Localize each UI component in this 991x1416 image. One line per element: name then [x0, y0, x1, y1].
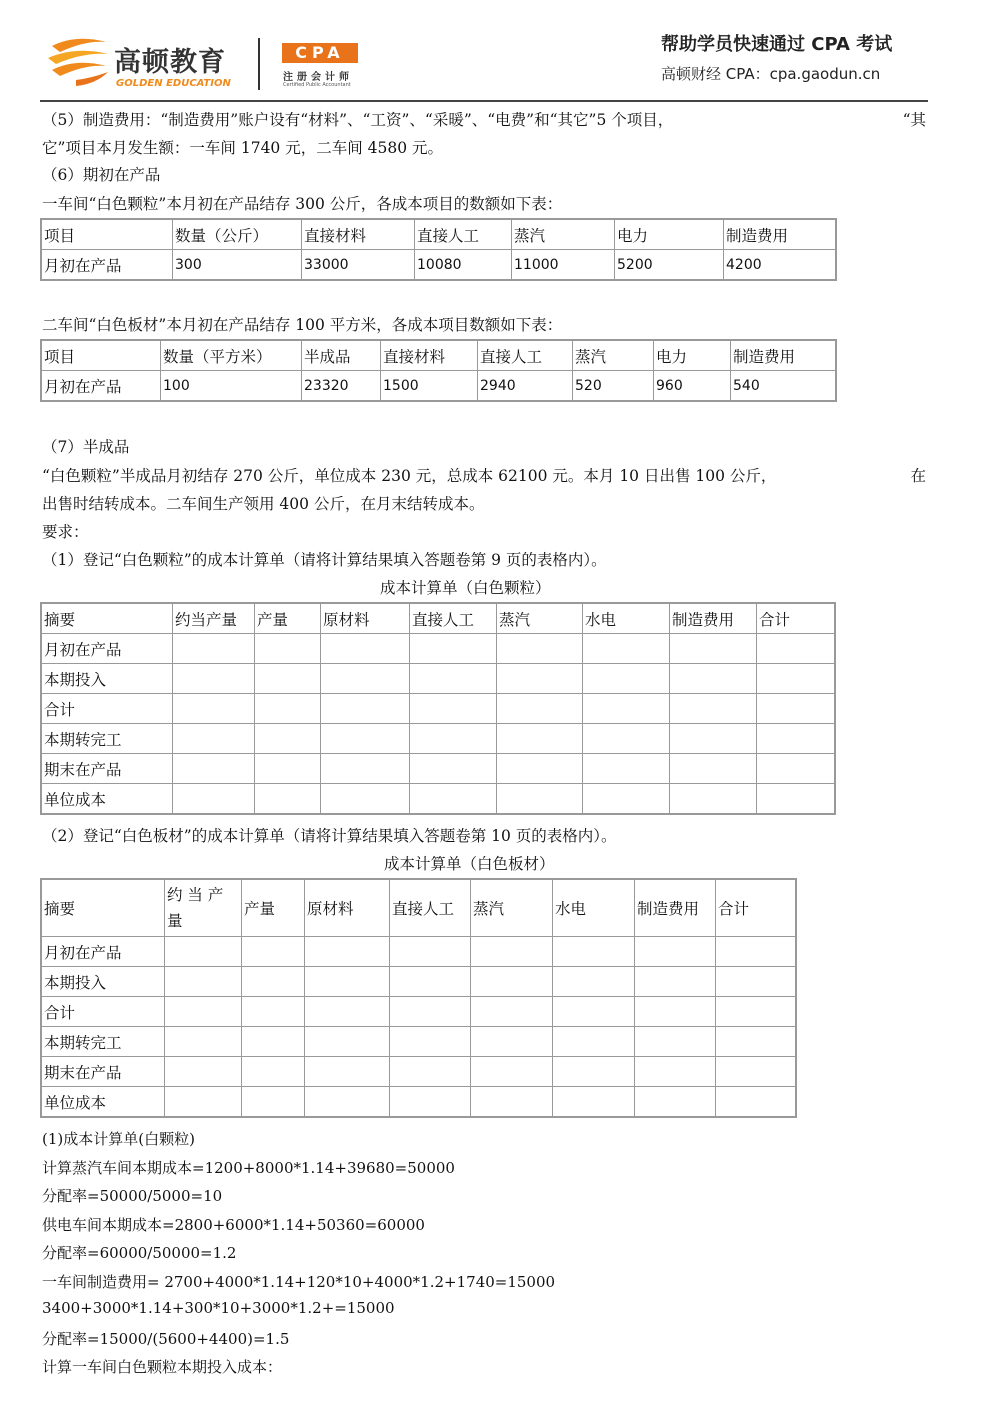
table-cell	[255, 724, 321, 754]
table-cell: 960	[654, 371, 731, 402]
table-cell	[173, 664, 255, 694]
row-label-cell: 本期投入	[41, 967, 165, 997]
solution-line: 计算一车间白色颗粒本期投入成本：	[42, 1358, 283, 1376]
table-header-cell: 电力	[654, 340, 731, 371]
table-header-cell: 蒸汽	[573, 340, 654, 371]
table-cell	[583, 634, 670, 664]
table-cell	[165, 967, 242, 997]
table-header-cell: 约当产量	[173, 603, 255, 634]
table-cell	[255, 754, 321, 784]
table-cell	[321, 784, 410, 815]
table-cell	[497, 724, 583, 754]
table-cell	[321, 664, 410, 694]
table-cell: 100	[161, 371, 302, 402]
table-header-cell: 摘要	[41, 603, 173, 634]
table-header-cell: 水电	[553, 879, 635, 937]
solution-line: 供电车间本期成本=2800+6000*1.14+50360=60000	[42, 1215, 425, 1234]
section5-line2: 它”项目本月发生额：一车间 1740 元，二车间 4580 元。	[42, 139, 444, 157]
section6-intro1: 一车间“白色颗粒”本月初在产品结存 300 公斤，各成本项目的数额如下表：	[42, 195, 563, 213]
section5-line1	[42, 108, 926, 130]
table-cell: 2940	[478, 371, 573, 402]
table-cell	[305, 937, 390, 967]
table-cell	[716, 1027, 797, 1057]
table-cell	[757, 784, 836, 815]
table-header-cell: 数量（平方米）	[161, 340, 302, 371]
section5-line1-main: （5）制造费用：“制造费用”账户设有“材料”、“工资”、“采暖”、“电费”和“其它”5 个项目，	[42, 111, 674, 129]
requirement-1: （1）登记“白色颗粒”的成本计算单（请将计算结果填入答题卷第 9 页的表格内）。	[42, 551, 607, 569]
table-row	[41, 754, 835, 784]
section6-intro2: 二车间“白色板材”本月初在产品结存 100 平方米，各成本项目数额如下表：	[42, 316, 563, 334]
solution-line: 一车间制造费用= 2700+4000*1.14+120*10+4000*1.2+1740=15000	[42, 1272, 556, 1291]
table-cell	[305, 1057, 390, 1087]
table-header-cell: 制造费用	[731, 340, 837, 371]
section7-line1	[42, 464, 926, 486]
table-header-cell: 项目	[41, 219, 173, 250]
golden-education-logo-icon	[46, 32, 112, 88]
row-label-cell: 合计	[41, 997, 165, 1027]
table-header-cell: 约 当 产 量	[165, 879, 242, 937]
table-cell	[716, 1057, 797, 1087]
table-cell: 11000	[512, 250, 615, 281]
table-cell	[305, 967, 390, 997]
table-header-row	[41, 219, 836, 250]
table-row	[41, 997, 796, 1027]
table-cell	[410, 634, 497, 664]
table-cell	[305, 997, 390, 1027]
table-cell	[173, 754, 255, 784]
table-row	[41, 634, 835, 664]
table-row	[41, 784, 835, 815]
table-cell	[471, 1027, 553, 1057]
table-header-cell: 蒸汽	[512, 219, 615, 250]
table-cell	[716, 1087, 797, 1118]
table-cell	[321, 724, 410, 754]
table-cell: 月初在产品	[41, 371, 161, 402]
table-header-cell: 制造费用	[724, 219, 837, 250]
table-cell	[553, 997, 635, 1027]
table-cell	[390, 997, 471, 1027]
table-cell	[390, 937, 471, 967]
table-cell	[553, 937, 635, 967]
table-header-cell: 电力	[615, 219, 724, 250]
table-cell	[635, 1087, 716, 1118]
table-header-cell: 水电	[583, 603, 670, 634]
table-cell	[390, 967, 471, 997]
table-cell	[321, 694, 410, 724]
table-cell	[757, 664, 836, 694]
section7-line2: 出售时结转成本。二车间生产领用 400 公斤，在月末结转成本。	[42, 495, 485, 513]
table-row	[41, 694, 835, 724]
table-cell	[321, 754, 410, 784]
table-cell	[497, 784, 583, 815]
table-cell	[553, 967, 635, 997]
cost-sheet-boards	[40, 878, 797, 1118]
table-cell	[553, 1087, 635, 1118]
table-row	[41, 1027, 796, 1057]
table-header-cell: 蒸汽	[497, 603, 583, 634]
table-header-cell: 直接材料	[302, 219, 415, 250]
row-label-cell: 合计	[41, 694, 173, 724]
table-cell	[497, 754, 583, 784]
table-header-cell: 直接人工	[478, 340, 573, 371]
solution-line: 计算蒸汽车间本期成本=1200+8000*1.14+39680=50000	[42, 1158, 455, 1177]
table-cell	[583, 724, 670, 754]
solution-line: (1)成本计算单(白颗粒)	[42, 1130, 195, 1148]
row-label-cell: 本期投入	[41, 664, 173, 694]
table-header-cell: 数量（公斤）	[173, 219, 302, 250]
solution-line: 3400+3000*1.14+300*10+3000*1.2+=15000	[42, 1299, 395, 1317]
table-header-cell: 摘要	[41, 879, 165, 937]
table-cell	[670, 784, 757, 815]
table-cell	[757, 724, 836, 754]
row-label-cell: 本期转完工	[41, 1027, 165, 1057]
table-cell	[635, 997, 716, 1027]
table-cell	[410, 724, 497, 754]
solution-line: 分配率=60000/50000=1.2	[42, 1244, 237, 1262]
row-label-cell: 本期转完工	[41, 724, 173, 754]
table-cell	[635, 937, 716, 967]
header-slogan: 帮助学员快速通过 CPA 考试	[661, 34, 893, 55]
table-cell	[583, 664, 670, 694]
table-cell	[321, 634, 410, 664]
opening-wip-table-boards	[40, 339, 837, 402]
table-cell	[670, 664, 757, 694]
table-cell	[255, 784, 321, 815]
logo-english: GOLDEN EDUCATION	[116, 78, 231, 89]
table-header-cell: 制造费用	[635, 879, 716, 937]
table4-title: 成本计算单（白色板材）	[384, 855, 555, 873]
table-cell	[305, 1087, 390, 1118]
table-header-cell: 合计	[716, 879, 797, 937]
table-cell	[635, 1057, 716, 1087]
table-cell	[242, 967, 305, 997]
table-header-cell: 半成品	[302, 340, 381, 371]
header-site: 高顿财经 CPA：cpa.gaodun.cn	[661, 65, 881, 83]
table-row	[41, 967, 796, 997]
table-cell	[255, 634, 321, 664]
table-cell	[242, 1057, 305, 1087]
cpa-badge: CPA	[282, 43, 358, 63]
table-cell	[173, 724, 255, 754]
table-cell	[497, 694, 583, 724]
table-cell	[165, 997, 242, 1027]
table-cell	[255, 694, 321, 724]
table-header-cell: 合计	[757, 603, 836, 634]
table-header-cell: 原材料	[321, 603, 410, 634]
table-row	[41, 250, 836, 281]
row-label-cell: 单位成本	[41, 1087, 165, 1118]
table-cell	[670, 724, 757, 754]
table-cell	[757, 754, 836, 784]
table-row	[41, 1087, 796, 1118]
table-cell	[242, 997, 305, 1027]
table-header-cell: 蒸汽	[471, 879, 553, 937]
row-label-cell: 月初在产品	[41, 634, 173, 664]
table-row	[41, 724, 835, 754]
table-cell	[410, 784, 497, 815]
table-cell	[390, 1057, 471, 1087]
table-cell: 5200	[615, 250, 724, 281]
table-cell	[390, 1087, 471, 1118]
table-row	[41, 371, 836, 402]
table-row	[41, 664, 835, 694]
table-cell	[670, 754, 757, 784]
row-label-cell: 单位成本	[41, 784, 173, 815]
table-cell: 540	[731, 371, 837, 402]
requirements-heading: 要求：	[42, 523, 89, 541]
table-cell	[716, 967, 797, 997]
row-label-cell: 期末在产品	[41, 754, 173, 784]
table-cell: 520	[573, 371, 654, 402]
table-header-cell: 直接人工	[390, 879, 471, 937]
table-cell	[716, 997, 797, 1027]
table-cell	[242, 937, 305, 967]
table-cell	[716, 937, 797, 967]
table-cell	[242, 1027, 305, 1057]
table-row	[41, 1057, 796, 1087]
table-cell	[173, 634, 255, 664]
table-cell: 33000	[302, 250, 415, 281]
table-header-row	[41, 879, 796, 937]
table-cell	[471, 1087, 553, 1118]
table-cell	[635, 1027, 716, 1057]
section6-heading: （6）期初在产品	[42, 166, 161, 184]
header-rule	[40, 100, 928, 102]
row-label-cell: 月初在产品	[41, 937, 165, 967]
solution-line: 分配率=50000/5000=10	[42, 1187, 223, 1205]
table-header-cell: 产量	[255, 603, 321, 634]
table-cell: 4200	[724, 250, 837, 281]
logo-text: 高顿教育	[114, 47, 226, 78]
table-cell	[305, 1027, 390, 1057]
table-cell	[670, 694, 757, 724]
table-cell	[165, 937, 242, 967]
table-cell	[410, 754, 497, 784]
table-header-cell: 制造费用	[670, 603, 757, 634]
table-cell	[497, 664, 583, 694]
opening-wip-table-particles	[40, 218, 837, 281]
section7-line1-end: 在	[910, 467, 926, 485]
table-cell	[165, 1057, 242, 1087]
section5-line1-end: “其	[902, 111, 926, 129]
table-header-cell: 项目	[41, 340, 161, 371]
table-header-cell: 直接人工	[410, 603, 497, 634]
table-header-row	[41, 340, 836, 371]
table-cell	[757, 634, 836, 664]
table-cell	[471, 1057, 553, 1087]
table-header-row	[41, 603, 835, 634]
table-header-cell: 产量	[242, 879, 305, 937]
table-header-cell: 直接材料	[381, 340, 478, 371]
table-row	[41, 937, 796, 967]
header-divider	[258, 38, 260, 90]
table-cell	[242, 1087, 305, 1118]
table-cell	[670, 634, 757, 664]
table-cell	[165, 1087, 242, 1118]
table-cell: 10080	[415, 250, 512, 281]
table-cell: 1500	[381, 371, 478, 402]
table-cell: 月初在产品	[41, 250, 173, 281]
table-cell	[173, 694, 255, 724]
cpa-english-label: Certified Public Accountant	[283, 82, 351, 88]
section7-heading: （7）半成品	[42, 438, 130, 456]
table3-title: 成本计算单（白色颗粒）	[380, 579, 551, 597]
table-cell	[255, 664, 321, 694]
table-cell	[553, 1057, 635, 1087]
solution-line: 分配率=15000/(5600+4400)=1.5	[42, 1329, 290, 1348]
cpa-chinese-label: 注册会计师	[283, 72, 353, 83]
table-cell	[173, 784, 255, 815]
table-cell	[583, 754, 670, 784]
table-cell	[471, 997, 553, 1027]
table-cell	[635, 967, 716, 997]
table-cell	[471, 967, 553, 997]
table-cell	[757, 694, 836, 724]
table-cell	[553, 1027, 635, 1057]
table-cell	[165, 1027, 242, 1057]
table-cell	[390, 1027, 471, 1057]
table-header-cell: 原材料	[305, 879, 390, 937]
row-label-cell: 期末在产品	[41, 1057, 165, 1087]
requirement-2: （2）登记“白色板材”的成本计算单（请将计算结果填入答题卷第 10 页的表格内）。	[42, 827, 617, 845]
table-header-cell: 直接人工	[415, 219, 512, 250]
table-cell	[583, 784, 670, 815]
table-cell	[471, 937, 553, 967]
table-cell: 300	[173, 250, 302, 281]
section7-line1-main: “白色颗粒”半成品月初结存 270 公斤，单位成本 230 元，总成本 62100 元。本月 10 日出售 100 公斤，	[42, 467, 777, 485]
table-cell	[410, 664, 497, 694]
table-cell	[410, 694, 497, 724]
table-cell: 23320	[302, 371, 381, 402]
table-cell	[497, 634, 583, 664]
cost-sheet-particles	[40, 602, 836, 815]
table-cell	[583, 694, 670, 724]
